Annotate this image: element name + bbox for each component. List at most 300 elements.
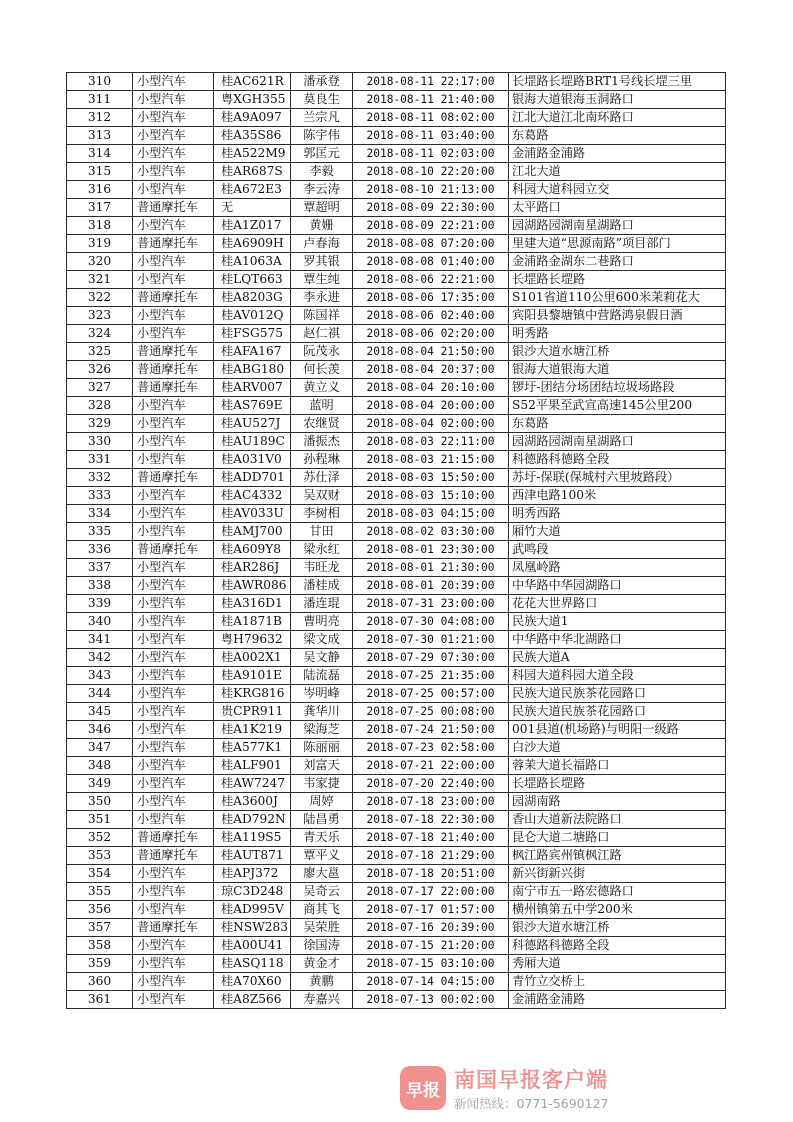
table-row — [67, 685, 726, 703]
row-number: 316 — [67, 181, 133, 199]
table-row — [67, 937, 726, 955]
violation-location: 长堽路长堽路BRT1号线长堽三里 — [509, 73, 726, 91]
vehicle-type: 小型汽车 — [133, 901, 214, 919]
plate-number: 桂A609Y8 — [214, 541, 291, 559]
table-row — [67, 667, 726, 685]
row-number: 338 — [67, 577, 133, 595]
driver-name: 潘承登 — [291, 73, 353, 91]
row-number: 318 — [67, 217, 133, 235]
table-row — [67, 91, 726, 109]
violation-location: 中华路中华北湖路口 — [509, 631, 726, 649]
vehicle-type: 小型汽车 — [133, 73, 214, 91]
driver-name: 苏仕泽 — [291, 469, 353, 487]
table-row — [67, 451, 726, 469]
table-row — [67, 307, 726, 325]
violation-time: 2018-08-06 17:35:00 — [353, 289, 509, 307]
violation-time: 2018-08-09 22:21:00 — [353, 217, 509, 235]
driver-name: 龚华川 — [291, 703, 353, 721]
violation-time: 2018-07-25 21:35:00 — [353, 667, 509, 685]
table-row — [67, 811, 726, 829]
plate-number: 桂ARV007 — [214, 379, 291, 397]
row-number: 335 — [67, 523, 133, 541]
violation-location: 里建大道“思源南路”项目部门 — [509, 235, 726, 253]
vehicle-type: 小型汽车 — [133, 559, 214, 577]
plate-number: 桂A3600J — [214, 793, 291, 811]
vehicle-type: 小型汽车 — [133, 433, 214, 451]
plate-number: 桂AC4332 — [214, 487, 291, 505]
violation-time: 2018-08-11 22:17:00 — [353, 73, 509, 91]
violation-time: 2018-07-29 07:30:00 — [353, 649, 509, 667]
row-number: 359 — [67, 955, 133, 973]
driver-name: 阮茂永 — [291, 343, 353, 361]
plate-number: 桂A672E3 — [214, 181, 291, 199]
driver-name: 蓝明 — [291, 397, 353, 415]
driver-name: 商其飞 — [291, 901, 353, 919]
vehicle-type: 小型汽车 — [133, 667, 214, 685]
driver-name: 潘振杰 — [291, 433, 353, 451]
violation-location: 横州镇第五中学200米 — [509, 901, 726, 919]
table-row — [67, 199, 726, 217]
plate-number: 桂A1Z017 — [214, 217, 291, 235]
violation-location: 香山大道新法院路口 — [509, 811, 726, 829]
plate-number: 桂LQT663 — [214, 271, 291, 289]
driver-name: 梁海芝 — [291, 721, 353, 739]
driver-name: 李云涛 — [291, 181, 353, 199]
violation-time: 2018-07-15 03:10:00 — [353, 955, 509, 973]
driver-name: 吴双财 — [291, 487, 353, 505]
driver-name: 梁永红 — [291, 541, 353, 559]
watermark — [400, 1062, 640, 1114]
vehicle-type: 普通摩托车 — [133, 847, 214, 865]
vehicle-type: 小型汽车 — [133, 505, 214, 523]
violation-location: 001县道(机场路)与明阳一级路 — [509, 721, 726, 739]
driver-name: 黄姗 — [291, 217, 353, 235]
table-row — [67, 919, 726, 937]
vehicle-type: 小型汽车 — [133, 217, 214, 235]
driver-name: 郭匡元 — [291, 145, 353, 163]
violation-location: 新兴街新兴街 — [509, 865, 726, 883]
violation-location: 西津电路100米 — [509, 487, 726, 505]
driver-name: 卢春海 — [291, 235, 353, 253]
driver-name: 廖大邕 — [291, 865, 353, 883]
violation-location: 银沙大道水塘江桥 — [509, 343, 726, 361]
vehicle-type: 小型汽车 — [133, 613, 214, 631]
driver-name: 李树相 — [291, 505, 353, 523]
violation-location: S52平果至武宣高速145公里200 — [509, 397, 726, 415]
row-number: 355 — [67, 883, 133, 901]
vehicle-type: 小型汽车 — [133, 937, 214, 955]
plate-number: 桂A9A097 — [214, 109, 291, 127]
row-number: 325 — [67, 343, 133, 361]
row-number: 327 — [67, 379, 133, 397]
driver-name: 黄鹏 — [291, 973, 353, 991]
row-number: 334 — [67, 505, 133, 523]
driver-name: 徐国涛 — [291, 937, 353, 955]
table-row — [67, 181, 726, 199]
table-row — [67, 397, 726, 415]
violation-location: 园湖路园湖南星湖路口 — [509, 433, 726, 451]
plate-number: 无 — [214, 199, 291, 217]
violation-time: 2018-07-24 21:50:00 — [353, 721, 509, 739]
violation-time: 2018-08-03 15:10:00 — [353, 487, 509, 505]
driver-name: 陈国祥 — [291, 307, 353, 325]
row-number: 341 — [67, 631, 133, 649]
plate-number: 桂AWR086 — [214, 577, 291, 595]
vehicle-type: 小型汽车 — [133, 271, 214, 289]
table-row — [67, 73, 726, 91]
violation-location: 科园大道科园立交 — [509, 181, 726, 199]
violation-time: 2018-07-20 22:40:00 — [353, 775, 509, 793]
table-row — [67, 847, 726, 865]
vehicle-type: 小型汽车 — [133, 595, 214, 613]
violation-location: 太平路口 — [509, 199, 726, 217]
violation-time: 2018-07-13 00:02:00 — [353, 991, 509, 1009]
table-row — [67, 865, 726, 883]
violation-location: 科德路科德路全段 — [509, 451, 726, 469]
plate-number: 桂A9101E — [214, 667, 291, 685]
violation-time: 2018-08-11 08:02:00 — [353, 109, 509, 127]
plate-number: 桂A8Z566 — [214, 991, 291, 1009]
violation-time: 2018-07-18 21:40:00 — [353, 829, 509, 847]
table-row — [67, 541, 726, 559]
driver-name: 黄金才 — [291, 955, 353, 973]
violation-time: 2018-08-08 01:40:00 — [353, 253, 509, 271]
table-row — [67, 379, 726, 397]
violation-location: 金浦路金湖东二巷路口 — [509, 253, 726, 271]
driver-name: 潘连琨 — [291, 595, 353, 613]
vehicle-type: 普通摩托车 — [133, 829, 214, 847]
violation-location: 科园大道科园大道全段 — [509, 667, 726, 685]
vehicle-type: 小型汽车 — [133, 415, 214, 433]
table-row — [67, 703, 726, 721]
vehicle-type: 小型汽车 — [133, 487, 214, 505]
driver-name: 农继贤 — [291, 415, 353, 433]
violation-location: S101省道110公里600米茉莉花大 — [509, 289, 726, 307]
violation-time: 2018-07-25 00:57:00 — [353, 685, 509, 703]
row-number: 348 — [67, 757, 133, 775]
plate-number: 桂AS769E — [214, 397, 291, 415]
vehicle-type: 小型汽车 — [133, 109, 214, 127]
violation-location: 东葛路 — [509, 127, 726, 145]
violation-time: 2018-07-18 23:00:00 — [353, 793, 509, 811]
row-number: 313 — [67, 127, 133, 145]
table-row — [67, 487, 726, 505]
plate-number: 桂AC621R — [214, 73, 291, 91]
violation-location: 园湖南路 — [509, 793, 726, 811]
row-number: 352 — [67, 829, 133, 847]
table-row — [67, 955, 726, 973]
violation-location: 明秀西路 — [509, 505, 726, 523]
driver-name: 陆昌勇 — [291, 811, 353, 829]
plate-number: 桂AUT871 — [214, 847, 291, 865]
violation-location: 银沙大道水塘江桥 — [509, 919, 726, 937]
violation-time: 2018-08-10 21:13:00 — [353, 181, 509, 199]
driver-name: 吴文静 — [291, 649, 353, 667]
row-number: 314 — [67, 145, 133, 163]
row-number: 351 — [67, 811, 133, 829]
driver-name: 刘富天 — [291, 757, 353, 775]
violation-time: 2018-08-11 21:40:00 — [353, 91, 509, 109]
vehicle-type: 小型汽车 — [133, 127, 214, 145]
violation-location: 民族大道A — [509, 649, 726, 667]
plate-number: 桂A316D1 — [214, 595, 291, 613]
row-number: 312 — [67, 109, 133, 127]
driver-name: 罗其银 — [291, 253, 353, 271]
violation-location: 中华路中华园湖路口 — [509, 577, 726, 595]
row-number: 330 — [67, 433, 133, 451]
plate-number: 桂AV012Q — [214, 307, 291, 325]
driver-name: 吴荣胜 — [291, 919, 353, 937]
vehicle-type: 小型汽车 — [133, 253, 214, 271]
violation-location: 江北大道 — [509, 163, 726, 181]
vehicle-type: 小型汽车 — [133, 631, 214, 649]
driver-name: 陈宇伟 — [291, 127, 353, 145]
vehicle-type: 小型汽车 — [133, 811, 214, 829]
row-number: 326 — [67, 361, 133, 379]
violation-location: 蓉茉大道长福路口 — [509, 757, 726, 775]
violation-time: 2018-07-17 01:57:00 — [353, 901, 509, 919]
violation-location: 南宁市五一路宏德路口 — [509, 883, 726, 901]
violation-location: 昆仑大道二塘路口 — [509, 829, 726, 847]
plate-number: 桂A1063A — [214, 253, 291, 271]
vehicle-type: 小型汽车 — [133, 955, 214, 973]
row-number: 319 — [67, 235, 133, 253]
violation-time: 2018-07-17 22:00:00 — [353, 883, 509, 901]
driver-name: 莫良生 — [291, 91, 353, 109]
violation-time: 2018-08-09 22:30:00 — [353, 199, 509, 217]
violation-time: 2018-08-04 02:00:00 — [353, 415, 509, 433]
row-number: 354 — [67, 865, 133, 883]
row-number: 349 — [67, 775, 133, 793]
vehicle-type: 普通摩托车 — [133, 343, 214, 361]
plate-number: 桂AD792N — [214, 811, 291, 829]
row-number: 329 — [67, 415, 133, 433]
vehicle-type: 小型汽车 — [133, 757, 214, 775]
vehicle-type: 普通摩托车 — [133, 541, 214, 559]
driver-name: 李永进 — [291, 289, 353, 307]
vehicle-type: 小型汽车 — [133, 649, 214, 667]
violation-time: 2018-07-30 01:21:00 — [353, 631, 509, 649]
plate-number: 桂AMJ700 — [214, 523, 291, 541]
violation-location: 凤凰岭路 — [509, 559, 726, 577]
driver-name: 甘田 — [291, 523, 353, 541]
plate-number: 桂A002X1 — [214, 649, 291, 667]
table-row — [67, 631, 726, 649]
table-row — [67, 109, 726, 127]
vehicle-type: 小型汽车 — [133, 721, 214, 739]
table-row — [67, 757, 726, 775]
violation-time: 2018-07-21 22:00:00 — [353, 757, 509, 775]
table-row — [67, 793, 726, 811]
driver-name: 岑明峰 — [291, 685, 353, 703]
table-row — [67, 523, 726, 541]
vehicle-type: 普通摩托车 — [133, 919, 214, 937]
plate-number: 桂ASQ118 — [214, 955, 291, 973]
vehicle-type: 普通摩托车 — [133, 361, 214, 379]
table-row — [67, 127, 726, 145]
table-row — [67, 217, 726, 235]
violation-location: 银海大道银海玉洞路口 — [509, 91, 726, 109]
row-number: 356 — [67, 901, 133, 919]
plate-number: 桂A522M9 — [214, 145, 291, 163]
vehicle-type: 小型汽车 — [133, 775, 214, 793]
driver-name: 寿嘉兴 — [291, 991, 353, 1009]
violation-time: 2018-08-10 22:20:00 — [353, 163, 509, 181]
table-row — [67, 739, 726, 757]
driver-name: 曹明亮 — [291, 613, 353, 631]
violation-location: 东葛路 — [509, 415, 726, 433]
plate-number: 粤H79632 — [214, 631, 291, 649]
row-number: 347 — [67, 739, 133, 757]
row-number: 343 — [67, 667, 133, 685]
row-number: 323 — [67, 307, 133, 325]
violation-location: 青竹立交桥上 — [509, 973, 726, 991]
driver-name: 何长羡 — [291, 361, 353, 379]
table-row — [67, 415, 726, 433]
row-number: 346 — [67, 721, 133, 739]
violation-location: 花花大世界路口 — [509, 595, 726, 613]
violation-time: 2018-07-18 21:29:00 — [353, 847, 509, 865]
row-number: 353 — [67, 847, 133, 865]
row-number: 332 — [67, 469, 133, 487]
plate-number: 桂A70X60 — [214, 973, 291, 991]
plate-number: 桂A577K1 — [214, 739, 291, 757]
plate-number: 贵CPR911 — [214, 703, 291, 721]
driver-name: 覃平义 — [291, 847, 353, 865]
violation-time: 2018-07-18 22:30:00 — [353, 811, 509, 829]
table-row — [67, 883, 726, 901]
plate-number: 桂FSG575 — [214, 325, 291, 343]
logo-text: 早报 — [406, 1080, 440, 1101]
plate-number: 桂ADD701 — [214, 469, 291, 487]
driver-name: 黄立义 — [291, 379, 353, 397]
plate-number: 桂A6909H — [214, 235, 291, 253]
driver-name: 覃超明 — [291, 199, 353, 217]
row-number: 342 — [67, 649, 133, 667]
row-number: 333 — [67, 487, 133, 505]
table-row — [67, 253, 726, 271]
row-number: 336 — [67, 541, 133, 559]
row-number: 350 — [67, 793, 133, 811]
row-number: 311 — [67, 91, 133, 109]
violation-time: 2018-08-06 02:20:00 — [353, 325, 509, 343]
row-number: 361 — [67, 991, 133, 1009]
vehicle-type: 小型汽车 — [133, 451, 214, 469]
plate-number: 桂AD995V — [214, 901, 291, 919]
violation-time: 2018-07-14 04:15:00 — [353, 973, 509, 991]
plate-number: 桂A1871B — [214, 613, 291, 631]
violation-location: 江北大道江北南环路口 — [509, 109, 726, 127]
violation-time: 2018-08-03 15:50:00 — [353, 469, 509, 487]
row-number: 310 — [67, 73, 133, 91]
plate-number: 桂NSW283 — [214, 919, 291, 937]
violation-location: 民族大道民族茶花园路口 — [509, 685, 726, 703]
driver-name: 潘桂成 — [291, 577, 353, 595]
vehicle-type: 小型汽车 — [133, 685, 214, 703]
table-row — [67, 775, 726, 793]
violation-location: 锣圩-团结分场团结垃圾场路段 — [509, 379, 726, 397]
violation-time: 2018-08-04 20:10:00 — [353, 379, 509, 397]
driver-name: 周婷 — [291, 793, 353, 811]
violation-time: 2018-08-11 03:40:00 — [353, 127, 509, 145]
violation-time: 2018-08-04 20:00:00 — [353, 397, 509, 415]
vehicle-type: 小型汽车 — [133, 973, 214, 991]
violation-time: 2018-07-25 00:08:00 — [353, 703, 509, 721]
driver-name: 兰宗凡 — [291, 109, 353, 127]
vehicle-type: 普通摩托车 — [133, 199, 214, 217]
row-number: 317 — [67, 199, 133, 217]
violation-time: 2018-08-11 02:03:00 — [353, 145, 509, 163]
vehicle-type: 小型汽车 — [133, 307, 214, 325]
vehicle-type: 小型汽车 — [133, 865, 214, 883]
violation-location: 园湖路园湖南星湖路口 — [509, 217, 726, 235]
vehicle-type: 小型汽车 — [133, 991, 214, 1009]
table-row — [67, 433, 726, 451]
vehicle-type: 小型汽车 — [133, 91, 214, 109]
violation-location: 枫江路宾州镇枫江路 — [509, 847, 726, 865]
violation-time: 2018-08-03 22:11:00 — [353, 433, 509, 451]
table-row — [67, 145, 726, 163]
row-number: 358 — [67, 937, 133, 955]
table-row — [67, 901, 726, 919]
driver-name: 赵仁祺 — [291, 325, 353, 343]
driver-name: 孙程琳 — [291, 451, 353, 469]
watermark-title: 南国早报客户端 — [454, 1068, 608, 1092]
vehicle-type: 小型汽车 — [133, 577, 214, 595]
plate-number: 桂A8203G — [214, 289, 291, 307]
violation-time: 2018-08-01 20:39:00 — [353, 577, 509, 595]
violation-time: 2018-08-03 21:15:00 — [353, 451, 509, 469]
table-row — [67, 361, 726, 379]
table-row — [67, 991, 726, 1009]
vehicle-type: 小型汽车 — [133, 793, 214, 811]
row-number: 340 — [67, 613, 133, 631]
violation-location: 银海大道银海大道 — [509, 361, 726, 379]
vehicle-type: 小型汽车 — [133, 883, 214, 901]
violation-time: 2018-08-01 23:30:00 — [353, 541, 509, 559]
table-row — [67, 721, 726, 739]
vehicle-type: 小型汽车 — [133, 181, 214, 199]
vehicle-type: 普通摩托车 — [133, 379, 214, 397]
violation-table — [66, 72, 726, 1009]
driver-name: 韦旺龙 — [291, 559, 353, 577]
plate-number: 桂AW7247 — [214, 775, 291, 793]
violation-time: 2018-08-04 21:50:00 — [353, 343, 509, 361]
table-row — [67, 163, 726, 181]
plate-number: 桂AV033U — [214, 505, 291, 523]
plate-number: 琼C3D248 — [214, 883, 291, 901]
violation-location: 科德路科德路全段 — [509, 937, 726, 955]
table-row — [67, 505, 726, 523]
plate-number: 桂A119S5 — [214, 829, 291, 847]
violation-time: 2018-07-18 20:51:00 — [353, 865, 509, 883]
violation-time: 2018-08-01 21:30:00 — [353, 559, 509, 577]
plate-number: 桂AR286J — [214, 559, 291, 577]
driver-name: 韦家捷 — [291, 775, 353, 793]
table-row — [67, 577, 726, 595]
vehicle-type: 小型汽车 — [133, 145, 214, 163]
plate-number: 桂A1K219 — [214, 721, 291, 739]
violation-time: 2018-08-06 02:40:00 — [353, 307, 509, 325]
violation-time: 2018-07-30 04:08:00 — [353, 613, 509, 631]
table-row — [67, 469, 726, 487]
plate-number: 粤XGH355 — [214, 91, 291, 109]
plate-number: 桂ALF901 — [214, 757, 291, 775]
plate-number: 桂A00U41 — [214, 937, 291, 955]
plate-number: 桂ABG180 — [214, 361, 291, 379]
violation-location: 民族大道民族茶花园路口 — [509, 703, 726, 721]
driver-name: 陈丽丽 — [291, 739, 353, 757]
